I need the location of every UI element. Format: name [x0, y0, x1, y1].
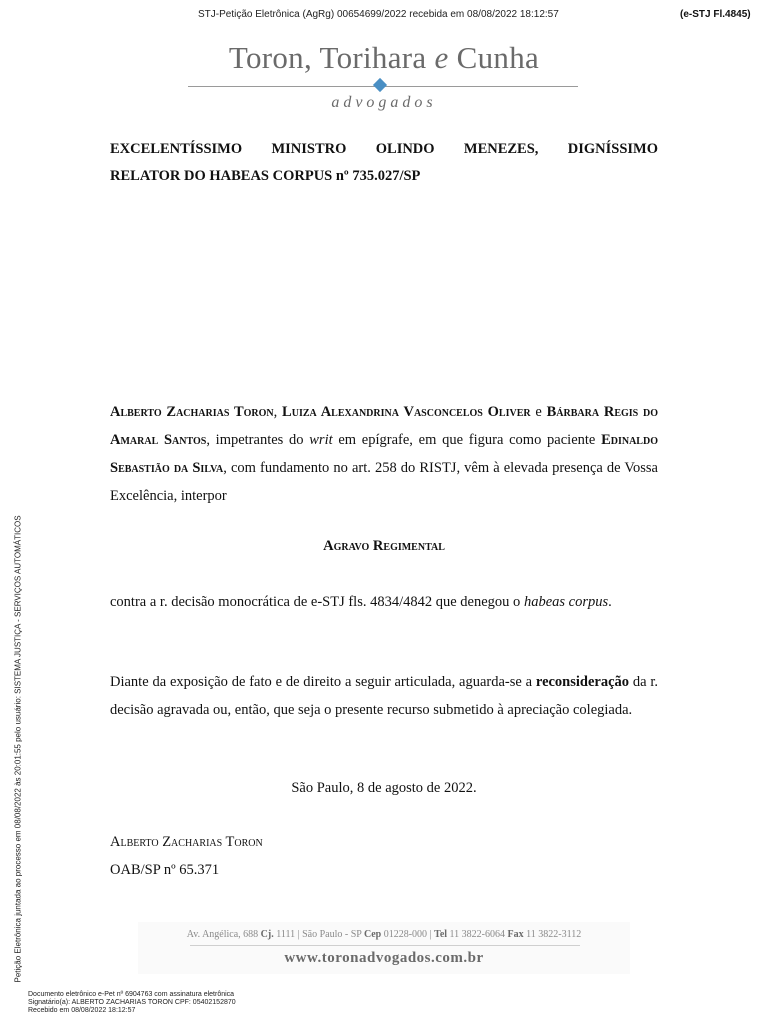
habeas-corpus-term: habeas corpus [523, 594, 609, 610]
footer-website: www.toronadvogados.com.br [284, 950, 484, 966]
logo-name-part1: Toron, Torihara [228, 40, 435, 75]
footer-cj-label: Cj. [260, 929, 274, 940]
addressee-line1: EXCELENTÍSSIMO MINISTRO OLINDO MENEZES, DIGNÍSSIMO [110, 141, 658, 157]
footer-fax-label: Fax [507, 929, 524, 940]
intro-text1: , impetrantes do [206, 432, 310, 448]
request-paragraph [110, 668, 658, 724]
electronic-signature-notes [28, 991, 236, 1015]
folio-number: (e-STJ Fl.4845) [680, 9, 751, 20]
writ-term: writ [309, 432, 333, 448]
signatory-oab: OAB/SP nº 65.371 [110, 862, 220, 878]
intro-sep1: , [273, 404, 283, 420]
petition-title: Agravo Regimental [323, 538, 445, 554]
petitioner-name-3: Bárbara Regis do Amaral Santos [110, 404, 659, 448]
footer-addr-part1: Av. Angélica, 688 [186, 929, 261, 940]
reconsideration-term: reconsideração [535, 674, 630, 690]
stamp-header: STJ-Petição Eletrônica (AgRg) 00654699/2022 recebida em 08/08/2022 18:12:57 [198, 9, 559, 20]
intro-paragraph [110, 398, 658, 510]
place-date: São Paulo, 8 de agosto de 2022. [291, 780, 477, 796]
logo-name-amp: e [434, 40, 449, 75]
intro-sep2: e [530, 404, 547, 420]
petitioner-name-1: Alberto Zacharias Toron [110, 404, 274, 420]
esign-line1: Documento eletrônico e-Pet nº 6904763 com assinatura eletrônica [28, 991, 235, 998]
against-text2: . [608, 594, 612, 610]
side-filing-note: Petição Eletrônica juntada ao processo em 08/08/2022 às 20:01:55 pelo usuário: SISTEMA JUSTIÇA - SERVIÇOS AUTOMÁTICOS [13, 515, 23, 983]
footer-cep-label: Cep [363, 929, 382, 940]
esign-line2: Signatário(a): ALBERTO ZACHARIAS TORON CPF: 05402152870 [28, 999, 236, 1006]
footer-address [138, 929, 630, 940]
intro-text3: , com fundamento no art. 258 do RISTJ, vêm à elevada presença de Vossa Excelência, interpor [110, 460, 658, 504]
footer-addr-part5: 11 3822-3112 [523, 929, 582, 940]
signatory-name: Alberto Zacharias Toron [110, 834, 263, 850]
esign-line3: Recebido em 08/08/2022 18:12:57 [28, 1007, 136, 1014]
logo-subtitle: advogados [331, 94, 437, 111]
footer-addr-part2: 1111 | São Paulo - SP [273, 929, 364, 940]
addressee-block [110, 136, 658, 190]
petitioner-name-2: Luiza Alexandrina Vasconcelos Oliver [282, 404, 531, 420]
firm-logo-name [198, 40, 570, 76]
footer-addr-part4: 11 3822-6064 [447, 929, 508, 940]
addressee-line2: RELATOR DO HABEAS CORPUS nº 735.027/SP [110, 168, 421, 184]
request-text1: Diante da exposição de fato e de direito a seguir articulada, aguarda-se a [110, 674, 536, 690]
footer-rule [190, 945, 580, 946]
footer-tel-label: Tel [434, 929, 448, 940]
against-paragraph [110, 588, 658, 616]
request-text2: da r. decisão agravada ou, então, que seja o presente recurso submetido à apreciação colegiada. [110, 674, 658, 718]
footer-addr-part3: 01228-000 | [381, 929, 435, 940]
intro-text2: em epígrafe, em que figura como paciente [332, 432, 602, 448]
against-text1: contra a r. decisão monocrática de e-STJ fls. 4834/4842 que denegou o [110, 594, 524, 610]
logo-diamond-icon [373, 78, 387, 92]
logo-name-part2: Cunha [448, 40, 540, 75]
patient-name: Edinaldo Sebastião da Silva [110, 432, 658, 476]
